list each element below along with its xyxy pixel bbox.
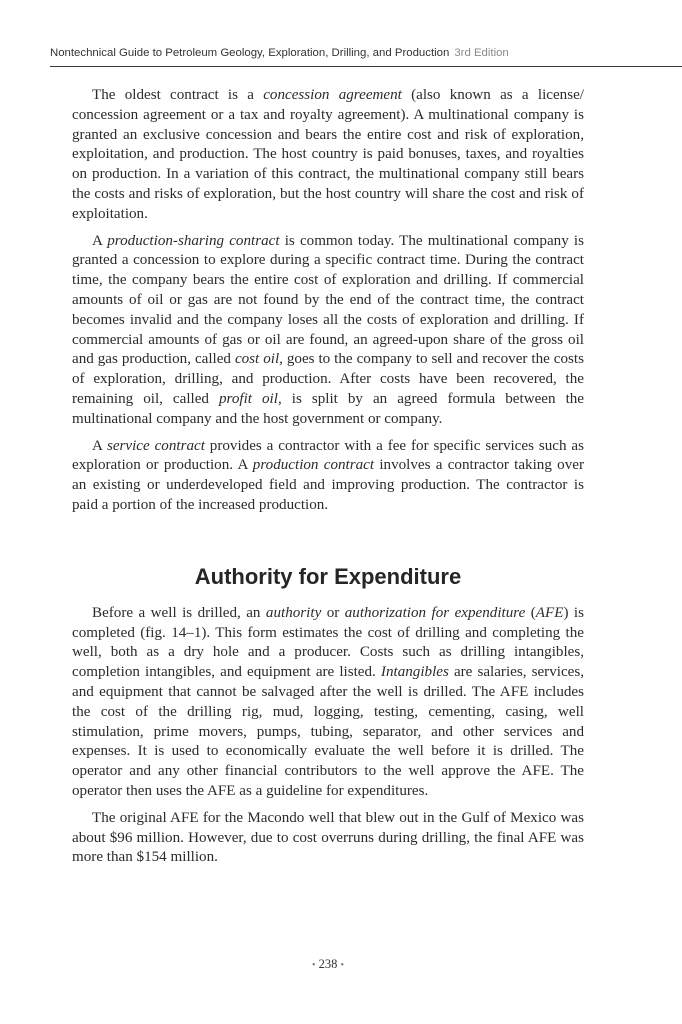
body-paragraph	[72, 86, 584, 225]
paragraph-text: (	[525, 604, 536, 621]
running-header-title: Nontechnical Guide to Petroleum Geology, Exploration, Drilling, and Production	[50, 47, 450, 59]
folio-bullet-right: •	[340, 960, 345, 971]
italic-term: cost oil	[234, 351, 280, 368]
italic-term: production-sharing contract	[107, 232, 280, 249]
paragraph-text: involves a contractor taking over an existing or underdeveloped field and improving production. The contractor is paid a portion of the increased production.	[72, 457, 584, 513]
paragraph-text: Before a well is drilled, an	[92, 604, 266, 621]
page-folio	[0, 957, 656, 972]
italic-term: profit oil	[219, 390, 278, 407]
running-header	[50, 47, 682, 67]
italic-term: service contract	[106, 437, 205, 454]
page-number: 238	[318, 957, 338, 971]
bottom-paragraphs	[72, 604, 584, 868]
paragraph-text: A	[92, 437, 107, 454]
folio-bullet-left: •	[311, 960, 316, 971]
paragraph-text: are salaries, services, and equipment that cannot be salvaged after the well is drilled. The AFE includes the cost of the drilling rig, mud, logging, testing, cementing, casing, well stimulation, prime movers, pumps, tubing, separator, and other services and expenses. It is used to economically evaluate the well before it is drilled. The operator and any other financial contributors to the well approve the AFE. The operator then uses the AFE as a guideline for expenditures.	[72, 664, 584, 799]
paragraph-text: The original AFE for the Macondo well that blew out in the Gulf of Mexico was about $96 million. However, due to cost overruns during drilling, the final AFE was more than $154 million.	[72, 809, 584, 866]
body-paragraph	[72, 604, 584, 802]
paragraph-text: provides a contractor with a fee for specific services such as exploration or production. A	[72, 437, 584, 474]
paragraph-text: or	[321, 604, 345, 621]
running-header-edition: 3rd Edition	[454, 47, 509, 59]
italic-term: authorization for expenditure	[344, 604, 526, 621]
body-text	[72, 86, 584, 875]
body-paragraph	[72, 232, 584, 430]
body-paragraph	[72, 437, 584, 516]
italic-term: Intangibles	[380, 664, 449, 681]
paragraph-text: The oldest contract is a	[92, 87, 264, 103]
italic-term: AFE	[535, 604, 564, 621]
paragraph-text: ) is completed (fig. 14–1). This form estimates the cost of drilling and completing the well, both as a dry hole and a producer. Costs such as drilling intangibles, completion intangibles, and equipment are listed.	[72, 604, 584, 681]
italic-term: authority	[265, 604, 322, 621]
body-paragraph	[72, 809, 584, 868]
paragraph-text: , is split by an agreed formula between the multinational company and the host government or company.	[72, 390, 585, 427]
section-heading: Authority for Expenditure	[194, 563, 462, 589]
paragraph-text: is common today. The multinational company is granted a concession to explore during a specific contract time. During the contract time, the company bears the entire cost of exploration and drilling. If commercial amounts of oil or gas are not found by the end of the contract time, the contract becomes invalid and the company loses all the costs of exploration and drilling. If commercial amounts of gas or oil are found, an agreed-upon share of the gross oil and gas production, called	[72, 232, 584, 368]
italic-term: production contract	[252, 457, 375, 474]
italic-term: concession agreement	[263, 87, 402, 103]
paragraph-text: (also known as a license/ concession agreement or a tax and royalty agreement). A multinational company is granted an exclusive concession and bears the entire cost and risk of exploration, exploitation, and production. The host country is paid bonuses, taxes, and royalties on production. In a variation of this contract, the multinational company still bears the costs and risks of exploration, but the host country will share the cost and risk of exploitation.	[72, 87, 584, 222]
top-paragraphs	[72, 86, 584, 516]
paragraph-text: , goes to the company to sell and recover the costs of exploration, drilling, and production. After costs have been recovered, the remaining oil, called	[72, 351, 584, 407]
paragraph-text: A	[92, 232, 108, 249]
